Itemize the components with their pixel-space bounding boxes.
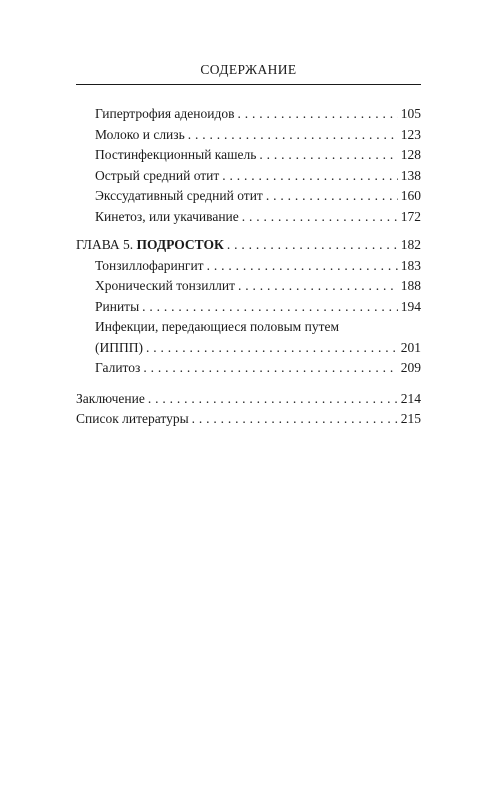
toc-entry-milk[interactable]	[76, 125, 421, 146]
toc-entry-title: Гипертрофия аденоидов	[95, 106, 235, 121]
toc-leader	[222, 166, 397, 187]
toc-entry-page: 188	[400, 278, 421, 293]
toc-leader	[266, 186, 398, 207]
toc-entry-references[interactable]	[76, 409, 421, 430]
toc-leader	[142, 297, 398, 318]
toc-leader	[207, 256, 398, 277]
toc-leader	[259, 145, 397, 166]
toc-entry-halitosis[interactable]	[76, 358, 421, 379]
toc-entry-page: 214	[400, 390, 421, 406]
spacer	[76, 379, 421, 389]
toc-entry-title: Молоко и слизь	[95, 126, 185, 142]
toc-chapter-5[interactable]	[76, 235, 421, 256]
toc-entry-page: 105	[400, 106, 421, 121]
toc-entry-title: Экссудативный средний отит	[95, 188, 263, 203]
toc-leader	[238, 276, 398, 297]
toc-entry-page: 194	[400, 298, 421, 314]
toc-chapter-title	[76, 235, 224, 256]
toc-entry-title: Риниты	[95, 298, 140, 314]
table-of-contents	[76, 104, 421, 430]
spacer	[76, 227, 421, 235]
chapter-name: ПОДРОСТОК	[136, 237, 224, 252]
toc-entry-rhinitis[interactable]	[76, 297, 421, 318]
toc-leader	[188, 125, 398, 146]
toc-entry-title: Заключение	[76, 390, 145, 406]
toc-entry-title: (ИППП)	[95, 339, 143, 355]
toc-entry-title: Список литературы	[76, 411, 189, 426]
toc-chapter-page: 182	[400, 237, 421, 252]
toc-entry-exudative-otitis[interactable]	[76, 186, 421, 207]
toc-entry-conclusion[interactable]	[76, 389, 421, 410]
toc-entry-page: 201	[400, 339, 421, 355]
toc-entry-kinetosis[interactable]	[76, 207, 421, 228]
toc-entry-acute-otitis[interactable]	[76, 166, 421, 187]
toc-entry-ippp-line1[interactable]: Инфекции, передающиеся половым путем	[95, 319, 340, 334]
toc-entry-page: 172	[400, 208, 421, 224]
running-header: СОДЕРЖАНИЕ	[200, 62, 297, 77]
toc-entry-page: 123	[400, 126, 421, 142]
toc-leader	[227, 235, 398, 256]
toc-entry-title: Тонзиллофарингит	[95, 257, 204, 273]
toc-entry-page: 183	[400, 257, 421, 273]
toc-leader	[237, 104, 397, 125]
toc-entry-title: Галитоз	[95, 360, 141, 375]
toc-entry-title: Острый средний отит	[95, 167, 220, 183]
toc-entry-cough[interactable]	[76, 145, 421, 166]
toc-leader	[148, 389, 398, 410]
toc-entry-page: 160	[400, 188, 421, 203]
chapter-label: ГЛАВА 5.	[76, 237, 134, 252]
toc-leader	[143, 358, 397, 379]
header-rule	[76, 84, 421, 85]
toc-entry-title: Хронический тонзиллит	[95, 278, 236, 293]
toc-entry-title: Кинетоз, или укачивание	[95, 208, 239, 224]
toc-entry-page: 128	[400, 147, 421, 162]
toc-entry-ippp[interactable]	[76, 338, 421, 359]
toc-leader	[242, 207, 398, 228]
toc-leader	[146, 338, 398, 359]
toc-entry-page: 209	[400, 360, 421, 375]
toc-entry-tonsillopharyngitis[interactable]	[76, 256, 421, 277]
toc-entry-adenoids[interactable]	[76, 104, 421, 125]
toc-leader	[192, 409, 398, 430]
toc-entry-page: 138	[400, 167, 421, 183]
toc-entry-title: Постинфекционный кашель	[95, 147, 257, 162]
toc-entry-chronic-tonsillitis[interactable]	[76, 276, 421, 297]
toc-entry-page: 215	[400, 411, 421, 426]
